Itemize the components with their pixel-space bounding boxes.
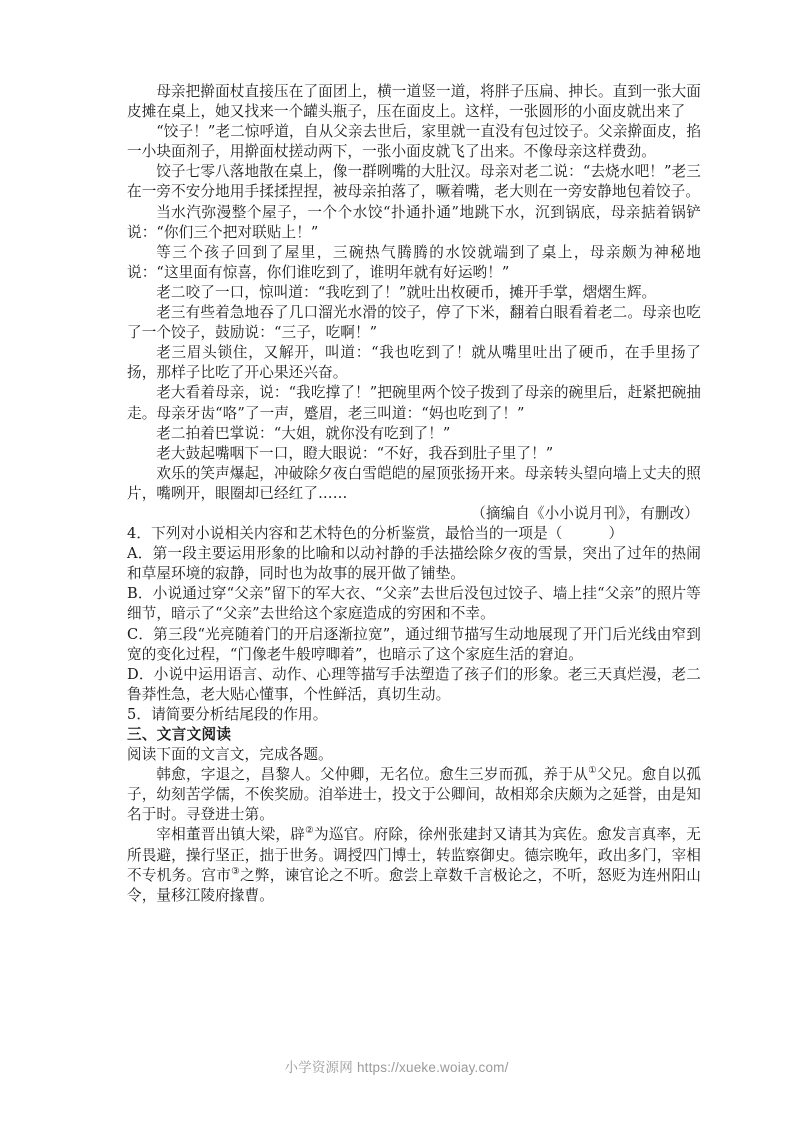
- classical-paragraph: [127, 825, 701, 905]
- classical-text-run: 韩愈，字退之，昌黎人。父仲卿，无名位。愈生三岁而孤，养于从: [156, 766, 589, 784]
- section-3-instruction: 阅读下面的文言文，完成各题。: [127, 746, 333, 764]
- question-4-option-c[interactable]: C．第三段“光亮随着门的开启逐渐拉宽”，通过细节描写生动地展现了开门后光线由窄到宽的变化过程，“门像老牛般哼唧着”，也暗示了这个家庭生活的窘迫。: [127, 625, 701, 663]
- footnote-marker-1: ①: [588, 765, 597, 777]
- question-4-option-d[interactable]: D．小说中运用语言、动作、心理等描写手法塑造了孩子们的形象。老三天真烂漫，老二鲁莽性急，老大贴心懂事，个性鲜活，真切生动。: [127, 665, 701, 703]
- section-3-heading: 三、文言文阅读: [127, 726, 232, 743]
- classical-text-run: 父兄。愈自以孤子，幼刻苦学儒，不俟奖励。洎举进士，投文于公卿间，故相郑余庆颇为之延誉，由是知名于时。寻登进士第。: [127, 766, 702, 824]
- question-4-stem-prefix: 4．下列对小说相关内容和艺术特色的分析鉴赏，最恰当的一项是（: [127, 525, 563, 543]
- narrative-paragraph: 欢乐的笑声爆起，冲破除夕夜白雪皑皑的屋顶张扬开来。母亲转头望向墙上丈夫的照片，嘴咧开，眼圈却已经红了……: [127, 464, 701, 502]
- question-4-option-a[interactable]: A．第一段主要运用形象的比喻和以动衬静的手法描绘除夕夜的雪景，突出了过年的热闹和草屋环境的寂静，同时也为故事的展开做了铺垫。: [127, 545, 701, 583]
- narrative-paragraph: 老大看着母亲，说：“我吃撑了！”把碗里两个饺子拨到了母亲的碗里后，赶紧把碗抽走。母亲牙齿“咯”了一声，蹙眉，老三叫道：“妈也吃到了！”: [127, 384, 701, 422]
- narrative-paragraph: 老二咬了一口，惊叫道：“我吃到了！”就吐出枚硬币，摊开手掌，熠熠生辉。: [156, 283, 657, 301]
- question-4-option-b[interactable]: B．小说通过穿“父亲”留下的军大衣、“父亲”去世后没包过饺子、墙上挂“父亲”的照片等细节，暗示了“父亲”去世给这个家庭造成的穷困和不幸。: [127, 585, 701, 623]
- narrative-paragraph: 老大鼓起嘴咽下一口，瞪大眼说：“不好，我吞到肚子里了！”: [156, 444, 554, 462]
- narrative-paragraph: “饺子！”老二惊呼道，自从父亲去世后，家里就一直没有包过饺子。父亲擀面皮，掐一小块面剂子，用擀面杖搓动两下，一张小面皮就飞了出来。不像母亲这样费劲。: [127, 123, 701, 161]
- question-4-stem: [127, 524, 701, 544]
- narrative-paragraph: 老三眉头锁住，又解开，叫道：“我也吃到了！就从嘴里吐出了硬币，在手里扬了扬，那样子比吃了开心果还兴奋。: [127, 344, 701, 382]
- narrative-paragraph: 老三有些着急地吞了几口溜光水滑的饺子，停了下米，翻着白眼看着老二。母亲也吃了一个饺子，鼓励说：“三子，吃啊！”: [127, 304, 701, 342]
- narrative-paragraph: 老二拍着巴掌说：“大姐，就你没有吃到了！”: [156, 424, 451, 442]
- footnote-marker-2: ②: [305, 825, 314, 837]
- watermark-url: https://xueke.woiay.com/: [356, 1060, 509, 1075]
- footnote-marker-3: ③: [231, 865, 240, 877]
- classical-text-run: 宰相董晋出镇大梁，辟: [156, 826, 306, 844]
- source-attribution: （摘编自《小小说月刊》，有删改）: [471, 504, 699, 522]
- classical-paragraph: [127, 765, 701, 825]
- narrative-paragraph: 饺子七零八落地散在桌上，像一群咧嘴的大肚汉。母亲对老二说：“去烧水吧！”老三在一旁不安分地用手揉揉捏捏，被母亲拍落了，噘着嘴，老大则在一旁安静地包着饺子。: [127, 163, 701, 201]
- classical-text-run: 为巡官。府除，徐州张建封又请其为宾佐。愈发言真率，无所畏避，操行坚正，拙于世务。调授四门博士，转监察御史。德宗晚年，政出多门，宰相不专机务。宫市: [127, 826, 701, 884]
- classical-text-run: 之弊，谏官论之不听。愈尝上章数千言极论之，不听，怒贬为连州阳山令，量移江陵府掾曹。: [127, 866, 702, 904]
- question-5-stem: 5．请简要分析结尾段的作用。: [127, 705, 328, 723]
- question-4-stem-suffix: ）: [608, 525, 624, 543]
- narrative-paragraph: 母亲把擀面杖直接压在了面团上，横一道竖一道，将胖子压扁、抻长。直到一张大面皮摊在桌上，她又找来一个罐头瓶子，压在面皮上。这样，一张圆形的小面皮就出来了: [127, 83, 701, 121]
- watermark-site-name: 小学资源网: [284, 1060, 353, 1075]
- watermark-footer: [0, 1056, 793, 1076]
- narrative-paragraph: 等三个孩子回到了屋里，三碗热气腾腾的水饺就端到了桌上，母亲颇为神秘地说：“这里面有惊喜，你们谁吃到了，谁明年就有好运哟！”: [127, 243, 701, 281]
- narrative-paragraph: 当水汽弥漫整个屋子，一个个水饺“扑通扑通”地跳下水，沉到锅底，母亲掂着锅铲说：“你们三个把对联贴上！”: [127, 203, 701, 241]
- page-content: [127, 82, 701, 906]
